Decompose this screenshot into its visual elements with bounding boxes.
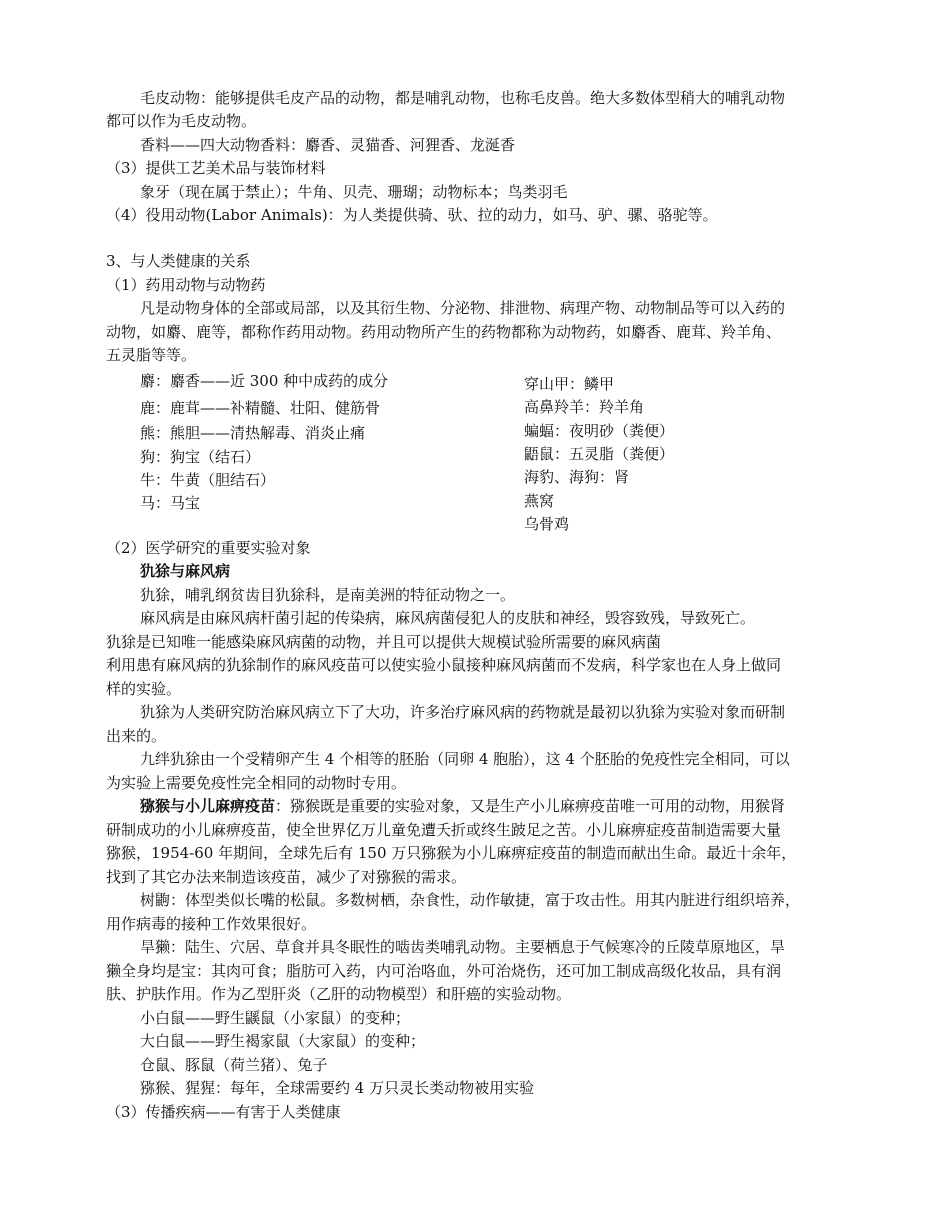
section-heading: （2）医学研究的重要实验对象 xyxy=(106,539,311,557)
paragraph-line: 麻风病是由麻风病杆菌引起的传染病，麻风病菌侵犯人的皮肤和神经，毁容致残，导致死亡。 xyxy=(140,609,756,627)
section-heading: （1）药用动物与动物药 xyxy=(106,276,266,294)
section-heading: （4）役用动物(Labor Animals)：为人类提供骑、驮、拉的动力，如马、驴、骡、骆驼等。 xyxy=(106,206,718,224)
list-item: 牛：牛黄（胆结石） xyxy=(140,471,276,489)
list-item: 鹿：鹿茸——补精髓、壮阳、健筋骨 xyxy=(140,399,381,417)
list-item: 熊：熊胆——清热解毒、消炎止痛 xyxy=(140,424,366,442)
list-item: 狗：狗宝（结石） xyxy=(140,448,261,466)
paragraph-line: 出来的。 xyxy=(106,727,167,745)
list-item: 高鼻羚羊：羚羊角 xyxy=(524,398,645,416)
list-item: 穿山甲：鳞甲 xyxy=(524,375,615,393)
list-item: 大白鼠——野生褐家鼠（大家鼠）的变种； xyxy=(140,1032,426,1050)
paragraph-line: 毛皮动物：能够提供毛皮产品的动物，都是哺乳动物，也称毛皮兽。绝大多数体型稍大的哺乳动物 xyxy=(140,89,786,107)
paragraph-line: 动物，如麝、鹿等，都称作药用动物。药用动物所产生的药物都称为动物药，如麝香、鹿茸、羚羊角、 xyxy=(106,323,782,341)
paragraph-line: 研制成功的小儿麻痹疫苗，使全世界亿万儿童免遭夭折或终生跛足之苦。小儿麻痹症疫苗制造需要大量 xyxy=(106,821,782,839)
paragraph-line: 香料——四大动物香料：麝香、灵猫香、河狸香、龙涎香 xyxy=(140,136,516,154)
paragraph-line: 凡是动物身体的全部或局部，以及其衍生物、分泌物、排泄物、病理产物、动物制品等可以入药的 xyxy=(140,299,786,317)
list-item: 麝：麝香——近 300 种中成药的成分 xyxy=(140,372,389,390)
list-item: 小白鼠——野生鼷鼠（小家鼠）的变种； xyxy=(140,1009,411,1027)
paragraph-line: 树鼩：体型类似长嘴的松鼠。多数树栖，杂食性，动作敏捷，富于攻击性。用其内脏进行组织培养， xyxy=(140,891,801,909)
list-item: 仓鼠、豚鼠（荷兰猪）、兔子 xyxy=(140,1056,328,1074)
paragraph-line: 九绊犰狳由一个受精卵产生 4 个相等的胚胎（同卵 4 胞胎），这 4 个胚胎的免疫性完全相同，可以 xyxy=(140,750,790,768)
paragraph-line: 找到了其它办法来制造该疫苗，减少了对猕猴的需求。 xyxy=(106,868,467,886)
paragraph-line xyxy=(140,795,785,818)
list-item: 鼯鼠：五灵脂（粪便） xyxy=(524,445,675,463)
paragraph-line: 都可以作为毛皮动物。 xyxy=(106,112,257,130)
list-item: 马：马宝 xyxy=(140,494,201,512)
list-item: 猕猴、猩猩：每年，全球需要约 4 万只灵长类动物被用实验 xyxy=(140,1079,535,1097)
paragraph-line: 犰狳，哺乳纲贫齿目犰狳科，是南美洲的特征动物之一。 xyxy=(140,586,516,604)
paragraph-line: 獭全身均是宝：其肉可食；脂肪可入药，内可治咯血，外可治烧伤，还可加工制成高级化妆品，具有润 xyxy=(106,962,782,980)
paragraph-line: 犰狳为人类研究防治麻风病立下了大功，许多治疗麻风病的药物就是最初以犰狳为实验对象而研制 xyxy=(140,703,786,721)
chapter-heading: 3、与人类健康的关系 xyxy=(106,252,251,270)
paragraph-line: 为实验上需要免疫性完全相同的动物时专用。 xyxy=(106,774,407,792)
paragraph-line: 肤、护肤作用。作为乙型肝炎（乙肝的动物模型）和肝癌的实验动物。 xyxy=(106,985,572,1003)
list-item: 燕窝 xyxy=(524,492,555,510)
paragraph-line: 利用患有麻风病的犰狳制作的麻风疫苗可以使实验小鼠接种麻风病菌而不发病，科学家也在人身上做同 xyxy=(106,656,782,674)
paragraph-line: 猕猴，1954-60 年期间，全球先后有 150 万只猕猴为小儿麻痹症疫苗的制造而献出生命。最近十余年， xyxy=(106,844,797,862)
paragraph-text: ：猕猴既是重要的实验对象，又是生产小儿麻痹疫苗唯一可用的动物，用猴肾 xyxy=(275,797,786,815)
paragraph-line: 象牙（现在属于禁止）；牛角、贝壳、珊瑚；动物标本；鸟类羽毛 xyxy=(140,183,568,201)
paragraph-line: 五灵脂等等。 xyxy=(106,346,197,364)
paragraph-line: 样的实验。 xyxy=(106,680,182,698)
subheading: 猕猴与小儿麻痹疫苗 xyxy=(140,797,276,815)
section-heading: （3）提供工艺美术品与装饰材料 xyxy=(106,159,326,177)
paragraph-line: 用作病毒的接种工作效果很好。 xyxy=(106,915,317,933)
section-heading: （3）传播疾病——有害于人类健康 xyxy=(106,1103,341,1121)
paragraph-line: 旱獭：陆生、穴居、草食并具冬眠性的啮齿类哺乳动物。主要栖息于气候寒冷的丘陵草原地区，旱 xyxy=(140,938,786,956)
list-item: 蝙蝠：夜明砂（粪便） xyxy=(524,422,675,440)
list-item: 乌骨鸡 xyxy=(524,515,570,533)
paragraph-line: 犰狳是已知唯一能感染麻风病菌的动物，并且可以提供大规模试验所需要的麻风病菌 xyxy=(106,633,662,651)
subheading: 犰狳与麻风病 xyxy=(140,562,231,580)
list-item: 海豹、海狗：肾 xyxy=(524,468,630,486)
